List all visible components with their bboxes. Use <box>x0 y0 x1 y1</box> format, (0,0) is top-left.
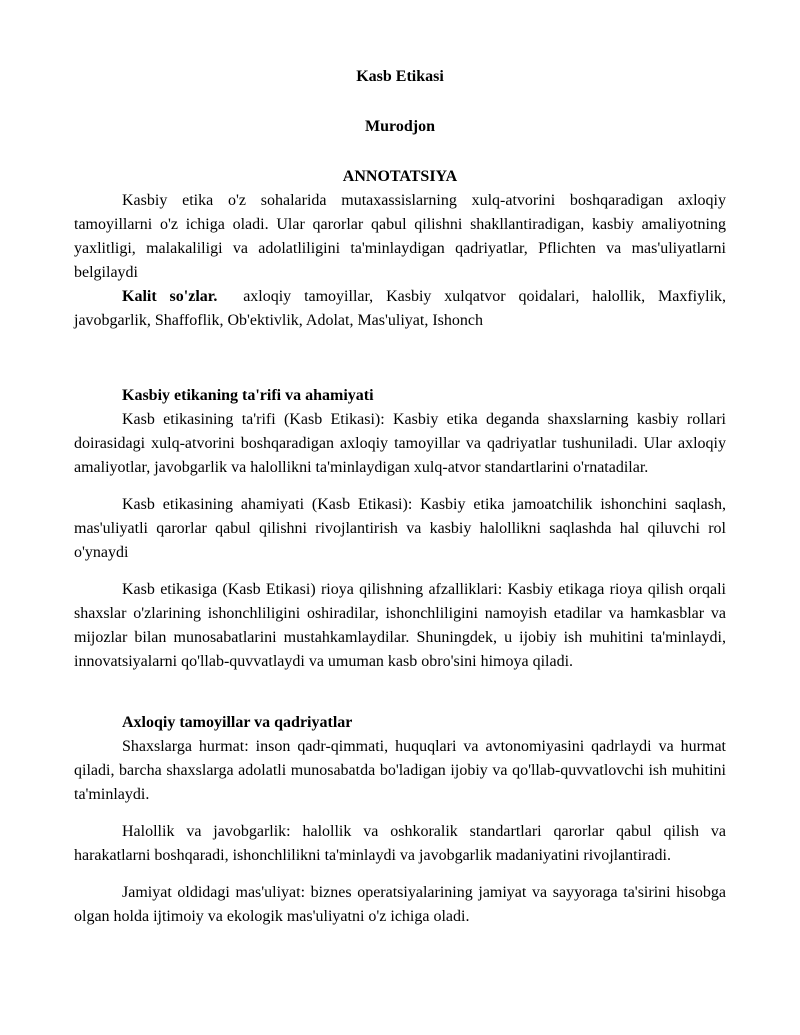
paragraph: Kasb etikasining ahamiyati (Kasb Etikasi): Kasbiy etika jamoatchilik ishonchini saqlash, mas'uliyatli qarorlar qabul qilishni rivojlantirish va kasbiy halollikni saqlashda hal qiluvchi rol o'ynaydi <box>74 496 726 561</box>
document-title: Kasb Etikasi <box>356 68 444 85</box>
paragraph: Jamiyat oldidagi mas'uliyat: biznes operatsiyalarining jamiyat va sayyoraga ta'sirini hisobga olgan holda ijtimoiy va ekologik mas'uliyatni o'z ichiga oladi. <box>74 884 726 925</box>
keywords-paragraph <box>74 285 726 333</box>
paragraph: Kasb etikasiga (Kasb Etikasi) rioya qilishning afzalliklari: Kasbiy etikaga rioya qilish orqali shaxslar o'zlarining ishonchliligini oshiradilar, ishonchliligini namoyish etadilar va hamkasblar va mijozlar bilan munosabatlarini mustahkamlaydilar. Shuningdek, u ijobiy ish muhitini ta'minlaydi, innovatsiyalarni qo'llab-quvvatlaydi va umuman kasb obro'sini himoya qiladi. <box>74 581 726 670</box>
paragraph: Kasb etikasining ta'rifi (Kasb Etikasi): Kasbiy etika deganda shaxslarning kasbiy rollari doirasidagi xulq-atvorini boshqaradigan axloqiy tamoyillar va qadriyatlar tushuniladi. Ular axloqiy amaliyotlar, javobgarlik va halollikni ta'minlaydigan xulq-atvor standartlarini o'rnatadilar. <box>74 411 726 476</box>
paragraph: Halollik va javobgarlik: halollik va oshkoralik standartlari qarorlar qabul qilish va harakatlarni boshqaradi, ishonchlilikni ta'minlaydi va javobgarlik madaniyatini rivojlantiradi. <box>74 823 726 864</box>
section-heading-definition: Kasbiy etikaning ta'rifi va ahamiyati <box>122 387 374 404</box>
annotation-heading: ANNOTATSIYA <box>342 168 458 185</box>
document-body <box>74 63 726 929</box>
keywords-list: axloqiy tamoyillar, Kasbiy xulqatvor qoidalari, halollik, Maxfiylik, javobgarlik, Shaffoflik, Ob'ektivlik, Adolat, Mas'uliyat, Ishonch <box>74 288 727 329</box>
paragraph: Shaxslarga hurmat: inson qadr-qimmati, huquqlari va avtonomiyasini qadrlaydi va hurmat qiladi, barcha shaxslarga adolatli munosabatda bo'ladigan ijobiy va qo'llab-quvvatlovchi ish muhitini ta'minlaydi. <box>74 738 726 803</box>
keywords-label: Kalit so'zlar. <box>122 288 218 305</box>
section-heading-principles: Axloqiy tamoyillar va qadriyatlar <box>122 714 353 731</box>
document-author: Murodjon <box>365 118 435 135</box>
annotation-text: Kasbiy etika o'z sohalarida mutaxassislarning xulq-atvorini boshqaradigan axloqiy tamoyillarni o'z ichiga oladi. Ular qarorlar qabul qilishni shakllantiradigan, kasbiy amaliyotning yaxlitligi, malakaliligi va adolatliligini ta'minlaydigan qadriyatlar, Pflichten va mas'uliyatlarni belgilaydi <box>74 192 726 281</box>
